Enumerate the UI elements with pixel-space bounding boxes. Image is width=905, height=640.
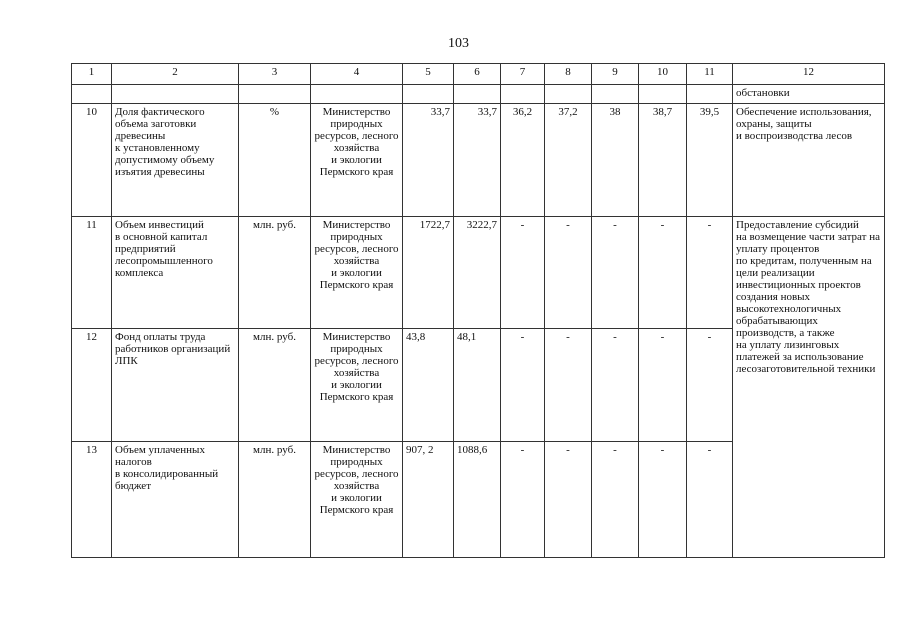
value-col8: 37,2 [545, 104, 592, 217]
value-col9: 38 [592, 104, 639, 217]
indicators-table [71, 63, 885, 558]
header-cell: 3 [239, 64, 311, 85]
indicator-name: Объем инвестиций в основной капитал предприятий лесопромышленного комплекса [112, 217, 239, 329]
value-col5: 907, 2 [403, 442, 454, 558]
row-number: 13 [72, 442, 112, 558]
unit: млн. руб. [239, 442, 311, 558]
indicator-name: Объем уплаченных налогов в консолидированный бюджет [112, 442, 239, 558]
value-col10: 38,7 [639, 104, 687, 217]
value-col8: - [545, 217, 592, 329]
responsible-org: Министерство природных ресурсов, лесного хозяйства и экологии Пермского края [311, 442, 403, 558]
unit: млн. руб. [239, 217, 311, 329]
header-cell: 11 [687, 64, 733, 85]
header-cell: 1 [72, 64, 112, 85]
row-number: 10 [72, 104, 112, 217]
value-col7: 36,2 [501, 104, 545, 217]
continuation-row [72, 85, 885, 104]
value-col6: 33,7 [454, 104, 501, 217]
value-col8: - [545, 442, 592, 558]
value-col9: - [592, 217, 639, 329]
header-cell: 5 [403, 64, 454, 85]
row-number: 12 [72, 329, 112, 442]
header-row [72, 64, 885, 85]
header-cell: 9 [592, 64, 639, 85]
header-cell: 7 [501, 64, 545, 85]
continuation-note: обстановки [733, 85, 885, 104]
indicator-name: Доля фактического объема заготовки древесины к установленному допустимому объему изъятия древесины [112, 104, 239, 217]
value-col6: 48,1 [454, 329, 501, 442]
value-col11: - [687, 442, 733, 558]
value-col11: 39,5 [687, 104, 733, 217]
value-col10: - [639, 329, 687, 442]
value-col7: - [501, 329, 545, 442]
row-note: Обеспечение использования, охраны, защиты и воспроизводства лесов [733, 104, 885, 217]
header-cell: 4 [311, 64, 403, 85]
indicator-name: Фонд оплаты труда работников организаций ЛПК [112, 329, 239, 442]
page-number: 103 [448, 36, 469, 51]
value-col10: - [639, 217, 687, 329]
value-col6: 1088,6 [454, 442, 501, 558]
header-cell: 2 [112, 64, 239, 85]
table-row [72, 104, 885, 217]
responsible-org: Министерство природных ресурсов, лесного хозяйства и экологии Пермского края [311, 104, 403, 217]
responsible-org: Министерство природных ресурсов, лесного хозяйства и экологии Пермского края [311, 329, 403, 442]
value-col9: - [592, 442, 639, 558]
responsible-org: Министерство природных ресурсов, лесного хозяйства и экологии Пермского края [311, 217, 403, 329]
value-col7: - [501, 217, 545, 329]
header-cell: 6 [454, 64, 501, 85]
value-col7: - [501, 442, 545, 558]
value-col8: - [545, 329, 592, 442]
value-col11: - [687, 329, 733, 442]
table-row [72, 217, 885, 329]
value-col5: 33,7 [403, 104, 454, 217]
value-col5: 1722,7 [403, 217, 454, 329]
header-cell: 10 [639, 64, 687, 85]
value-col5: 43,8 [403, 329, 454, 442]
row-number: 11 [72, 217, 112, 329]
value-col9: - [592, 329, 639, 442]
merged-note: Предоставление субсидий на возмещение части затрат на уплату процентов по кредитам, полученным на цели реализации инвестиционных проектов создания новых высокотехнологичных обрабатывающих производств, а также на уплату лизинговых платежей за использование лесозаготовительной техники [733, 217, 885, 558]
value-col11: - [687, 217, 733, 329]
header-cell: 12 [733, 64, 885, 85]
unit: % [239, 104, 311, 217]
value-col6: 3222,7 [454, 217, 501, 329]
header-cell: 8 [545, 64, 592, 85]
unit: млн. руб. [239, 329, 311, 442]
value-col10: - [639, 442, 687, 558]
